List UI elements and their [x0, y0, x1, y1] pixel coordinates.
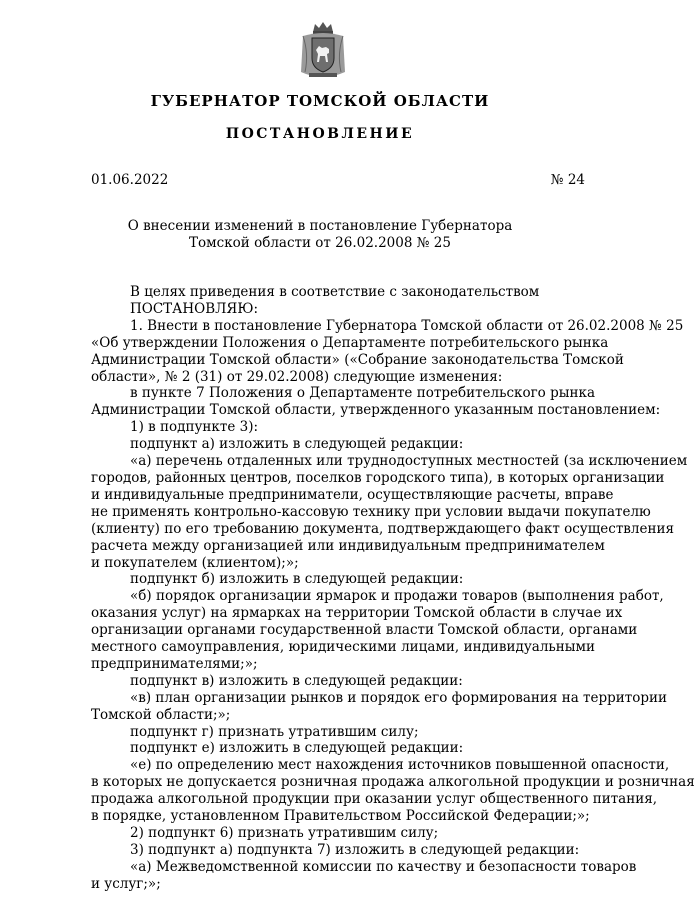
subject-line: О внесении изменений в постановление Губернатора: [127, 218, 513, 234]
text-line: «Об утверждении Положения о Департаменте потребительского рынка: [91, 334, 609, 351]
text-line: В целях приведения в соответствие с законодательством: [130, 284, 540, 300]
text-line: области», № 2 (31) от 29.02.2008) следующие изменения:: [91, 368, 503, 385]
text-line: «а) Межведомственной комиссии по качеству и безопасности товаров: [130, 858, 637, 875]
text-line: подпункт б) изложить в следующей редакции:: [130, 571, 464, 588]
text-line: подпункт а) изложить в следующей редакции:: [130, 436, 464, 453]
text-line: «б) порядок организации ярмарок и продажи товаров (выполнения работ,: [130, 588, 664, 605]
text-line: организации органами государственной власти Томской области, органами: [91, 622, 638, 639]
text-line: не применять контрольно-кассовую технику при условии выдачи покупателю: [91, 503, 651, 520]
text-line: и услуг;»;: [91, 875, 161, 892]
document-subject: [0, 218, 640, 252]
text-line: подпункт е) изложить в следующей редакции:: [130, 740, 464, 757]
text-line: 1. Внести в постановление Губернатора Томской области от 26.02.2008 № 25: [130, 317, 684, 334]
text-line: оказания услуг) на ярмарках на территории Томской области в случае их: [91, 605, 623, 622]
text-line: и покупателем (клиентом);»;: [91, 554, 299, 571]
tomsk-region-coat-of-arms-icon: [299, 20, 347, 82]
text-line: «а) перечень отдаленных или труднодоступных местностей (за исключением: [130, 453, 688, 470]
issuing-authority: ГУБЕРНАТОР ТОМСКОЙ ОБЛАСТИ: [150, 92, 490, 110]
text-line: 2) подпункт 6) признать утратившим силу;: [130, 825, 439, 841]
text-line: 1) в подпункте 3):: [130, 419, 259, 436]
text-line: предпринимателями;»;: [91, 655, 258, 672]
text-line: в пункте 7 Положения о Департаменте потребительского рынка: [130, 385, 595, 402]
text-line: подпункт в) изложить в следующей редакции:: [130, 672, 463, 689]
text-line: местного самоуправления, юридическими лицами, индивидуальными: [91, 639, 595, 656]
text-line: продажа алкогольной продукции при оказании услуг общественного питания,: [91, 791, 658, 808]
text-line: и индивидуальные предприниматели, осуществляющие расчеты, вправе: [91, 486, 614, 503]
document-body: [91, 284, 695, 893]
text-line: подпункт г) признать утратившим силу;: [130, 723, 419, 740]
text-line: в которых не допускается розничная продажа алкогольной продукции и розничная: [91, 774, 695, 791]
text-line: Администрации Томской области» («Собрание законодательства Томской: [91, 351, 624, 368]
text-line: Томской области;»;: [91, 706, 231, 723]
text-line: «е) по определению мест нахождения источников повышенной опасности,: [130, 757, 670, 774]
text-line: в порядке, установленном Правительством Российской Федерации;»;: [91, 808, 590, 825]
text-line: городов, районных центров, поселков городского типа), в которых организации: [91, 469, 665, 486]
text-line: 3) подпункт а) подпункта 7) изложить в следующей редакции:: [130, 841, 580, 858]
text-line: расчета между организацией или индивидуальным предпринимателем: [91, 537, 605, 554]
document-type: ПОСТАНОВЛЕНИЕ: [225, 126, 415, 142]
document-number: № 24: [550, 172, 585, 188]
subject-line: Томской области от 26.02.2008 № 25: [189, 235, 451, 251]
text-line: (клиенту) по его требованию документа, подтверждающего факт осуществления: [91, 520, 674, 537]
text-line: ПОСТАНОВЛЯЮ:: [130, 300, 258, 317]
text-line: «в) план организации рынков и порядок его формирования на территории: [130, 689, 668, 706]
document-date: 01.06.2022: [91, 172, 169, 188]
text-line: Администрации Томской области, утвержденного указанным постановлением:: [91, 402, 661, 419]
